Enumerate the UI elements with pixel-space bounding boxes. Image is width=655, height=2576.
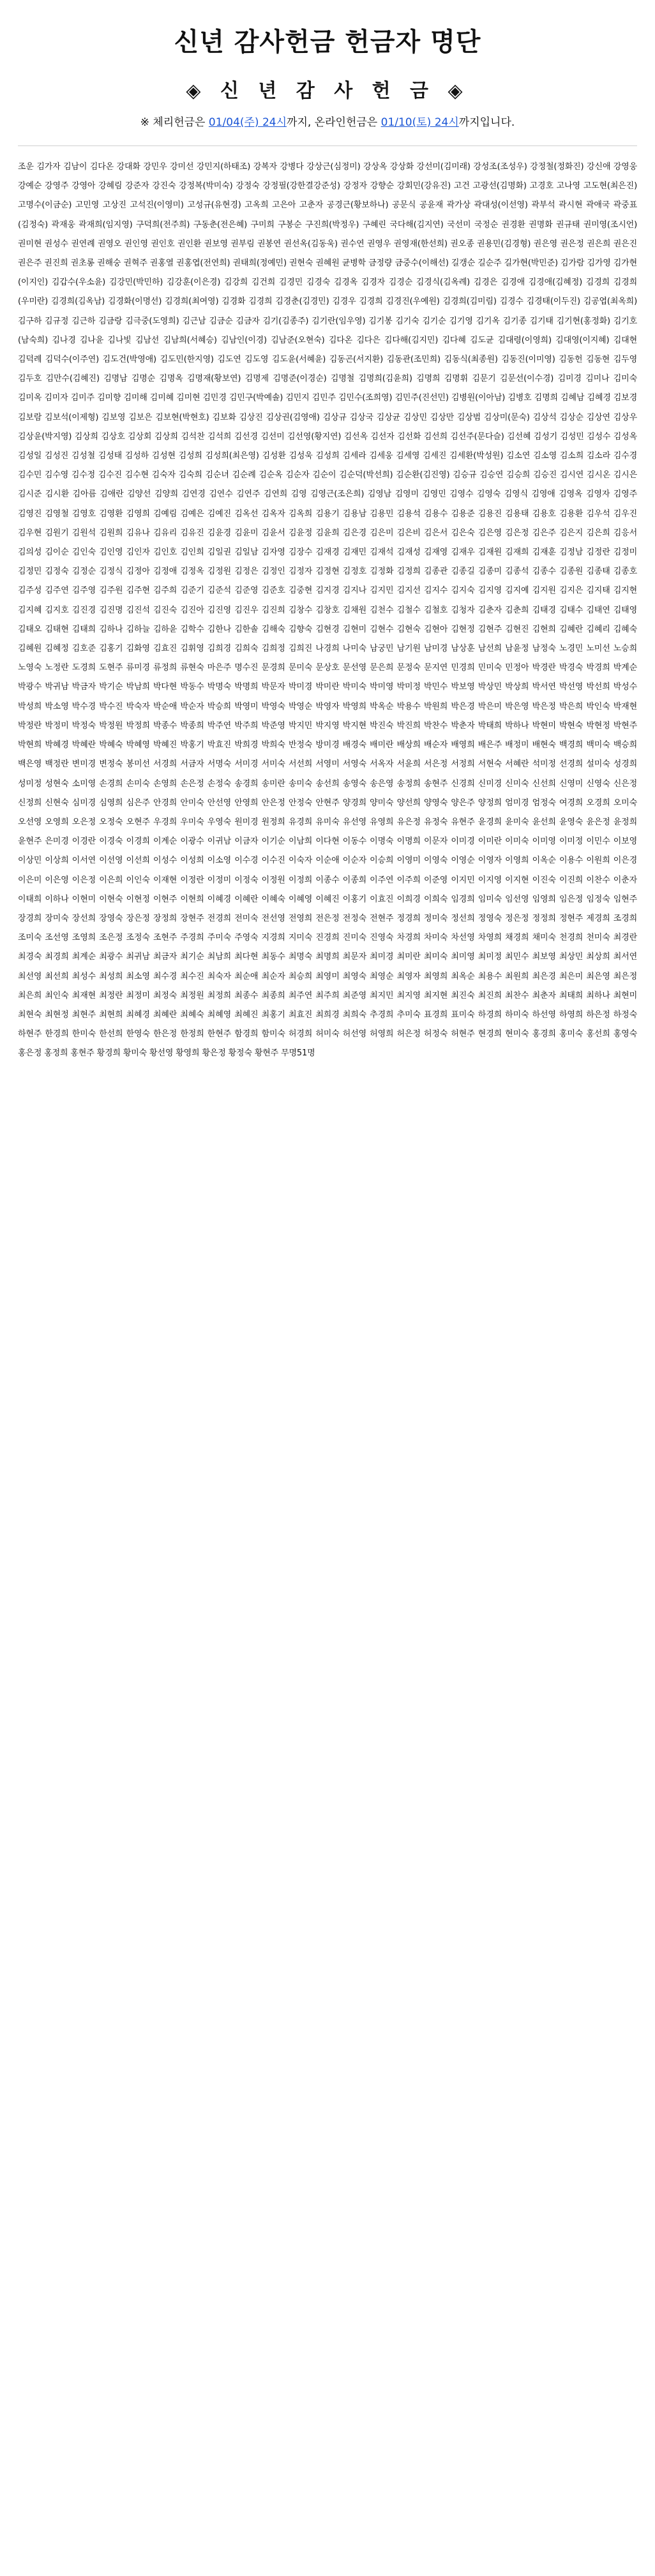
notice-date-online: 01/10(토) 24시 (380, 116, 459, 129)
notice-middle: 까지, 온라인헌금은 (287, 116, 381, 129)
divider (18, 145, 637, 146)
notice-prefix: ※ 체리헌금은 (140, 116, 209, 129)
section-subtitle: ◈ 신 년 감 사 헌 금 ◈ (186, 80, 469, 102)
notice-date-offline: 01/04(주) 24시 (208, 116, 287, 129)
offering-deadline-notice (18, 113, 637, 129)
donor-names-list: 조운 김가자 김남이 김다온 강대화 강민우 강미선 강민지(하태조) 강복자 강병다 강상근(심정미) 강상옥 강상화 강선미(김미래) 강성조(조성우) 강정철(정화진) 강신애 강영웅 강예순 강영주 강영아 강혜림 강준자 강진숙 강정복(박미숙) 강정숙 강정필(강한결강준성) 강정자 강향순 강회민(강유진) 고건 고광선(김명화) 고경호 고나영 고도현(최은진) 고명수(이금순) 고민영 고상진 고석진(이영미) 고성규(유현경) 고옥희 고은아 고춘자 공경근(황보하나) 공문식 공윤재 곽가상 곽대성(이선영) 곽부석 곽시현 곽애국 곽중표(김정숙) 곽재웅 곽재희(임지영) 구덕희(전주희) 구동춘(전은혜) 구미희 구봉순 구진희(박정우) 구혜린 국다해(김지연) 국선미 국정순 권경환 권명화 권규태 권미영(조시언) 권미현 권성수 권연례 권영오 권인영 권인호 권인환 권보영 권부림 권봉연 권선옥(김동욱) 권수연 권영우 권영재(한선희) 권오종 권용민(김경형) 권은영 권은정 권은희 권은진 권은주 권진희 권초롱 권해숭 권혁주 권홍열 권홍엽(전연희) 권태희(정예민) 권현숙 권혜원 균병학 금정량 금중수(이해선) 길갱순 길순주 길가현(박민준) 김가람 김가영 김가현(이지인) 김갑수(우소윤) 김강민(박민하) 김강훈(이은경) 김강희 김건희 김경민 김경숙 김경옥 김경자 김경순 김경식(김옥례) 김경은 김경애 김경애(김혜정) 김경희 김경희(우미란) 김경희(김옥남) 김경화(이명선) 김경희(최여영) 김경화 김경희 김경춘(김경민) 김경우 김경희 김경진(우예원) 김경희(김미림) 김경수 김경태(이두진) 김공엽(최옥희) 김구하 김규정 김근하 김금랑 김극중(도영희) 김근남 김금순 김금자 김기(김종주) 김기란(임우영) 김기봉 김기숙 김기순 김기영 김기옥 김기종 김기태 김기현(홍정화) 김기호(남숙희) 김나경 김나윤 김나빛 김남선 김남희(서혜승) 김남인(이경) 김남준(오현숙) 김다온 김다은 김다해(김지민) 김다혜 김도균 김대령(이영희) 김대영(이지혜) 김대현 김덕례 김덕수(이주연) 김도건(박영애) 김도민(한지영) 김도연 김도영 김도윤(서혜윤) 김동곤(서지환) 김동관(조민희) 김동식(최종원) 김동진(이미영) 김동헌 김동현 김두영 김두호 김만수(김혜진) 김명남 김명순 김명옥 김명재(황보연) 김명제 김명준(이경순) 김명철 김명희(김윤희) 김명희 김명휘 김문기 김문선(이수경) 김미경 김미나 김미숙 김미옥 김미자 김미주 김미향 김미해 김미혜 김미현 김민경 김민구(박예솔) 김민지 김민주 김민수(조희영) 김민주(진선민) 김병원(이아남) 김병호 김명희 김혜남 김혜경 김보경 김보람 김보석(이제형) 김보영 김보은 김보현(박현호) 김보화 김상진 김상권(김영애) 김상규 김상국 김상균 김상민 김상만 김상범 김상미(문숙) 김상석 김상순 김상연 김상우 김상윤(박지영) 김상희 김상호 김상회 김상희 김석찬 김석희 김선경 김선미 김선영(황지연) 김선옥 김선자 김선화 김선희 김선주(문다슬) 김선혜 김성기 김성민 김성수 김성옥 김성일 김성진 김성철 김성태 김성하 김성현 김성희 김성희(최은영) 김성환 김성욱 김성희 김세라 김세웅 김세영 김세진 김세환(박성원) 김소연 김소영 김소희 김소라 김수경 김수민 김수영 김수정 김수진 김수현 김숙자 김숙희 김순녀 김순례 김순옥 김순자 김순이 김순덕(박선희) 김순환(김진영) 김승규 김승연 김승희 김승진 김시연 김시온 김시은 김시준 김시환 김아름 김애란 김양선 김양희 김연경 김연수 김연주 김연희 김영 김영근(조은희) 김영남 김영미 김영민 김영수 김영숙 김영식 김영애 김영옥 김영자 김영주 김영진 김영철 김영호 김영환 김영희 김예림 김예은 김예진 김옥선 김옥자 김옥희 김용기 김용남 김용민 김용석 김용수 김용준 김용진 김용태 김용호 김용환 김우석 김우진 김우현 김원기 김원석 김원희 김유나 김유리 김유진 김윤경 김윤미 김윤서 김윤정 김윤희 김은경 김은미 김은비 김은서 김은숙 김은영 김은정 김은주 김은지 김은희 김응서 김의성 김이순 김인숙 김인영 김인자 김인호 김인희 김일권 김일남 김자영 김장수 김재경 김재민 김재석 김재성 김재영 김재우 김재원 김재희 김재훈 김정남 김정란 김정미 김정민 김정숙 김정순 김정식 김정아 김정애 김정옥 김정원 김정은 김정인 김정자 김정현 김정호 김정화 김정희 김종관 김종길 김종미 김종석 김종수 김종원 김종태 김종호 김주성 김주연 김주영 김주원 김주현 김주희 김준기 김준석 김준영 김준호 김중현 김지경 김지나 김지민 김지선 김지수 김지숙 김지영 김지예 김지원 김지은 김지태 김지현 김지혜 김지호 김진경 김진명 김진석 김진숙 김진아 김진영 김진우 김진희 김창수 김창호 김채원 김천수 김철수 김철호 김청자 김춘자 김춘희 김태경 김태수 김태연 김태영 김태오 김태현 김태희 김하나 김하늘 김하윤 김학수 김한나 김한솔 김해숙 김향숙 김현경 김현미 김현수 김현숙 김현아 김현정 김현주 김현진 김현희 김혜란 김혜리 김혜숙 김혜원 김혜정 김호준 김홍기 김화영 김효진 김휘영 김희경 김희숙 김희정 김희진 나경희 나미숙 남궁민 남기원 남미경 남상훈 남선희 남윤정 남정숙 노경민 노미선 노승희 노영숙 노정란 도경희 도현주 류미경 류정희 류현숙 마은주 명수진 문경희 문미숙 문상호 문선영 문은희 문정숙 문지연 민경희 민미숙 민정아 박경란 박경숙 박경희 박계순 박광수 박귀남 박금자 박기순 박남희 박다현 박동수 박명숙 박명희 박문자 박미경 박미란 박미숙 박미영 박미정 박민수 박보영 박상민 박상희 박서연 박선영 박선희 박성수 박성희 박소영 박수경 박수진 박숙자 박순애 박순자 박승희 박영미 박영숙 박영순 박영자 박영희 박옥순 박용수 박원희 박은경 박은미 박은영 박은정 박은희 박인숙 박재현 박정란 박정미 박정숙 박정원 박정희 박종수 박종희 박주연 박주희 박준영 박지민 박지영 박지현 박진숙 박진희 박찬수 박춘자 박태희 박하나 박현미 박현숙 박현정 박현주 박현희 박혜경 박혜란 박혜숙 박혜영 박혜진 박홍기 박효진 박희경 박희숙 반정숙 방미경 배경숙 배미란 배상희 배순자 배영희 배은주 배정미 배현숙 백경희 백미숙 백승희 백은영 백정란 변미경 변정숙 봉미선 서경희 서금자 서명숙 서미경 서미숙 서선희 서영미 서영숙 서옥자 서윤희 서은정 서정희 서현숙 서혜란 석미정 선경희 설미숙 성경희 성미정 성현숙 소미영 손경희 손미숙 손영희 손은정 손정숙 송경희 송미란 송미숙 송선희 송영숙 송은영 송정희 송현주 신경희 신미경 신미숙 신선희 신영미 신영숙 신은정 신정희 신현숙 심미경 심영희 심은주 안경희 안미숙 안선영 안영희 안은정 안정숙 안현주 양경희 양미숙 양선희 양영숙 양은주 양정희 엄미경 엄정숙 여경희 오경희 오미숙 오선영 오영희 오은정 오정숙 오현주 우경희 우미숙 우영숙 원미경 원정희 유경희 유미숙 유선영 유영희 유은정 유정숙 유현주 윤경희 윤미숙 윤선희 윤영숙 윤은정 윤정희 윤현주 은미경 이경란 이경숙 이경희 이계순 이광수 이귀남 이금자 이기순 이남희 이다현 이동수 이명숙 이명희 이문자 이미경 이미란 이미숙 이미영 이미정 이민수 이보영 이상민 이상희 이서연 이선영 이선희 이성수 이성희 이소영 이수경 이수진 이숙자 이순애 이순자 이승희 이영미 이영숙 이영순 이영자 이영희 이옥순 이용수 이원희 이은경 이은미 이은영 이은정 이은희 이인숙 이재현 이정란 이정미 이정숙 이정원 이정희 이종수 이종희 이주연 이주희 이준영 이지민 이지영 이지현 이진숙 이진희 이찬수 이춘자 이태희 이하나 이현미 이현숙 이현정 이현주 이현희 이혜경 이혜란 이혜숙 이혜영 이혜진 이홍기 이효진 이희경 이희숙 임경희 임미숙 임선영 임영희 임은정 임정숙 임현주 장경희 장미숙 장선희 장영숙 장은정 장정희 장현주 전경희 전미숙 전선영 전영희 전은정 전정숙 전현주 정경희 정미숙 정선희 정영숙 정은정 정정희 정현주 제경희 조경희 조미숙 조선영 조영희 조은정 조정숙 조현주 주경희 주미숙 주영숙 지경희 지미숙 진경희 진미숙 진영숙 차경희 차미숙 차선영 차영희 채경희 채미숙 천경희 천미숙 최경란 최경숙 최경희 최계순 최광수 최귀남 최금자 최기순 최남희 최다현 최동수 최명숙 최명희 최문자 최미경 최미란 최미숙 최미영 최미정 최민수 최보영 최상민 최상희 최서연 최선영 최선희 최성수 최성희 최소영 최수경 최수진 최숙자 최순애 최순자 최승희 최영미 최영숙 최영순 최영자 최영희 최옥순 최용수 최원희 최은경 최은미 최은영 최은정 최은희 최인숙 최재현 최정란 최정미 최정숙 최정원 최정희 최종수 최종희 최주연 최주희 최준영 최지민 최지영 최지현 최진숙 최진희 최찬수 최춘자 최태희 최하나 최현미 최현숙 최현정 최현주 최현희 최혜경 최혜란 최혜숙 최혜영 최혜진 최홍기 최효진 최희경 최희숙 추경희 추미숙 표경희 표미숙 하경희 하미숙 하선영 하영희 하은정 하정숙 하현주 한경희 한미숙 한선희 한영숙 한은정 한정희 한현주 함경희 함미숙 허경희 허미숙 허선영 허영희 허은정 허정숙 허현주 현경희 현미숙 홍경희 홍미숙 홍선희 홍영숙 홍은정 홍정희 홍현주 황경희 황미숙 황선영 황영희 황은정 황정숙 황현주 무명51명 (18, 162, 637, 1059)
page (0, 0, 655, 1064)
page-title: 신년 감사헌금 헌금자 명단 (174, 27, 481, 57)
notice-suffix: 까지입니다. (458, 116, 515, 129)
